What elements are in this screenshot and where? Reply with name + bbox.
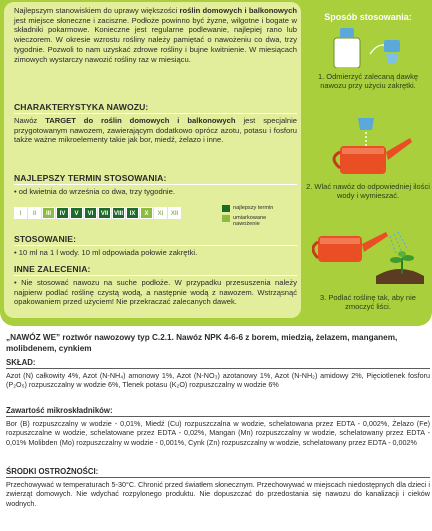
heading-underline: [14, 275, 297, 276]
month-cell: VIII: [112, 207, 125, 219]
safety-text: Przechowywać w temperaturach 5-30°C. Chronić przed światłem słonecznym. Przechowywać w miejscach niedostępnych dla dzieci i zwierząt domowych. Nie wdychać rozpylonego produktu. Nie dopuszczać do przedostania się nawozu do kanalizacji i cieków wodnych.: [6, 480, 430, 508]
section-divider: [6, 416, 430, 417]
other-text: • Nie stosować nawozu na suche podłoże. W przypadku przesuszenia należy najpierw podlać roślinę czystą wodą, a następnie wodą z nawozem. Wstrząsnąć opakowaniem przed użyciem! Nie przekraczać zalecanych dawek.: [14, 278, 297, 307]
month-cell: IV: [56, 207, 69, 219]
step-1-text: 1. Odmierzyć zalecaną dawkę nawozu przy użyciu zakrętki.: [317, 72, 419, 91]
text-run: jest miejsce słoneczne i zaciszne. Podłoże powinno być żyzne, wilgotne i bogate w składniki pokarmowe. Konieczne jest regularne podlewanie, najlepiej rano lub wieczorem. W okresie wzrostu rośliny należy pamiętać o nawożeniu co dwa, trzy tygodnie. Pozwoli to nam uzyskać zdrowe rośliny i bujne kwitnienie. W miesiącach zimowych wystarczy nawozić rośliny raz w miesiącu.: [14, 15, 297, 64]
safety-heading: ŚRODKI OSTROŻNOŚCI:: [6, 467, 99, 476]
micro-heading: Zawartość mikroskładników:: [6, 406, 113, 415]
intro-paragraph: [14, 6, 297, 64]
legend-optional-label: umiarkowane nawożenie: [233, 215, 267, 228]
usage-heading: STOSOWANIE:: [14, 234, 77, 244]
month-calendar: [14, 207, 182, 219]
legend-best: [222, 205, 273, 212]
usage-steps: [304, 0, 432, 326]
month-cell: I: [14, 207, 27, 219]
characteristics-heading: CHARAKTERYSTYKA NAWOZU:: [14, 102, 149, 112]
micro-text: Bor (B) rozpuszczalny w wodzie - 0,01%, Miedź (Cu) rozpuszczalna w wodzie, schelatowana przez EDTA - 0,002%, Żelazo (Fe) rozpuszczalne w wodzie, schelatowane przez EDTA - 0,02%, Mangan (Mn) rozpuszczalny w wodzie, schelatowany przez EDTA - 0,01% Molibden (Mo) rozpuszczalny w wodzie - 0,001%, Cynk (Zn) rozpuszczalny w wodzie, schelatowany przez EDTA - 0,002%: [6, 419, 430, 447]
bold-run: roślin domowych i balkonowych: [179, 6, 297, 15]
bottle-icon: [326, 24, 410, 68]
characteristics-paragraph: [14, 116, 297, 145]
legend-optional: [222, 215, 283, 228]
product-title: „NAWÓZ WE” roztwór nawozowy typ C.2.1. Nawóz NPK 4-6-6 z borem, miedzią, żelazem, manganem, molibdenem, cynkiem: [6, 333, 398, 353]
text-run: Najlepszym stanowiskiem do uprawy większości: [14, 6, 180, 15]
step-2-text: 2. Wlać nawóz do odpowiedniej ilości wody i wymieszać.: [306, 182, 430, 201]
watering-can-icon: [318, 112, 418, 178]
bold-run: TARGET do roślin domowych i balkonowych: [45, 116, 236, 125]
usage-text: • 10 ml na 1 l wody. 10 ml odpowiada połowie zakrętki.: [14, 248, 198, 257]
section-divider: [6, 368, 430, 369]
text-run: jest specjalnie przygotowanym nawozem, zawierającym dodatkowo oprócz azotu, potasu i fosforu także ważne mikroelementy takie jak bor, miedź, żelazo i inne.: [14, 116, 297, 145]
month-cell: IX: [126, 207, 139, 219]
best-time-heading: NAJLEPSZY TERMIN STOSOWANIA:: [14, 173, 167, 183]
text-run: Nawóz: [14, 116, 46, 125]
heading-underline: [14, 245, 297, 246]
best-time-text: • od kwietnia do września co dwa, trzy tygodnie.: [14, 187, 175, 196]
step-3-text: 3. Podlać roślinę tak, aby nie zmoczyć liści.: [320, 293, 416, 312]
legend-best-label: najlepszy termin: [233, 205, 274, 211]
month-cell: VI: [84, 207, 97, 219]
composition-text: Azot (N) całkowity 4%, Azot (N-NH₄) amonowy 1%, Azot (N-NO₃) azotanowy 1%, Azot (N-NH₂) amidowy 2%, Pięciotlenek fosforu (P₂O₅) rozpuszczalny w wodzie 6%, Tlenek potasu (K₂O) rozpuszczalny w wodzie 6%: [6, 371, 430, 390]
month-cell: XII: [168, 207, 181, 219]
month-cell: V: [70, 207, 83, 219]
heading-underline: [14, 113, 297, 114]
month-cell: XI: [154, 207, 167, 219]
legend-best-swatch: [222, 205, 230, 212]
heading-underline: [14, 184, 297, 185]
section-divider: [6, 477, 430, 478]
month-cell: II: [28, 207, 41, 219]
plant-watering-icon: [312, 218, 428, 286]
legend-optional-swatch: [222, 215, 230, 222]
composition-heading: SKŁAD:: [6, 358, 36, 367]
steps-title: Sposób stosowania:: [324, 12, 412, 22]
info-card: [4, 2, 301, 318]
month-cell: VII: [98, 207, 111, 219]
month-cell: III: [42, 207, 55, 219]
month-cell: X: [140, 207, 153, 219]
other-heading: INNE ZALECENIA:: [14, 264, 91, 274]
